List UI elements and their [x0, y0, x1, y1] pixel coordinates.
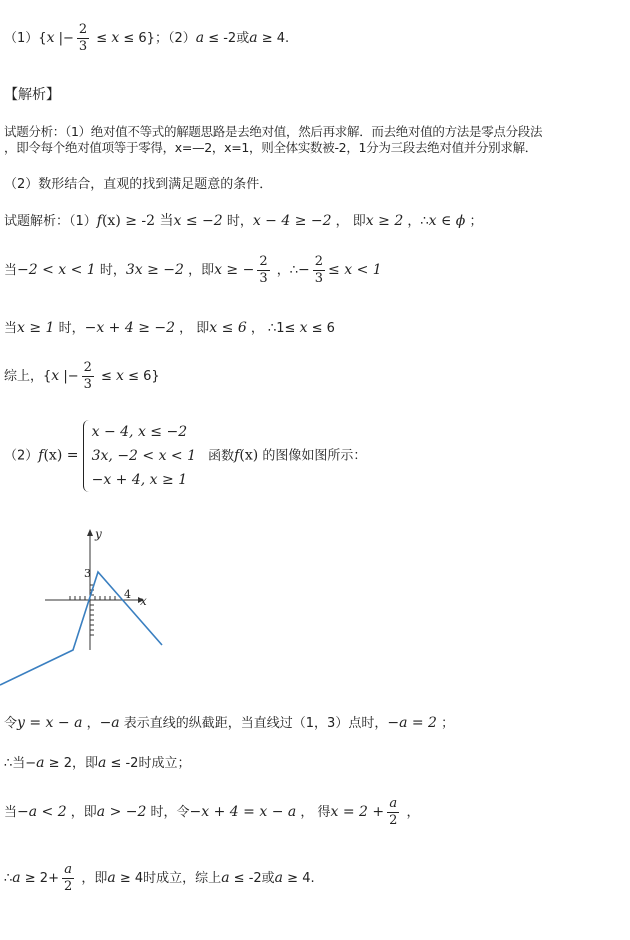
therefore: ∴ [4, 871, 13, 886]
text: ≥ 2+ [20, 871, 59, 886]
frac-den: 3 [314, 271, 324, 286]
text: 综上，{ [4, 369, 52, 384]
text: ， 即 [331, 214, 366, 229]
label-three: 3 [84, 567, 91, 580]
inequality: x − 4 ≥ −2 [252, 213, 332, 229]
var-x: x [46, 30, 55, 46]
var-a: a [274, 870, 284, 886]
var-a: a [195, 30, 205, 46]
frac-num: 2 [259, 254, 268, 269]
text: ，即 [66, 805, 97, 820]
text: ∴当− [4, 756, 37, 771]
text: ≥ 4. [283, 871, 315, 886]
var-a: a [97, 755, 107, 771]
part-2-intro: （2）数形结合，直观的找到满足题意的条件． [4, 177, 273, 192]
var-a: a [12, 870, 21, 886]
text: ≤ -2或 [229, 871, 275, 886]
case-2: 3x, −2 < x < 1 [91, 448, 197, 464]
case-b-line [4, 796, 420, 829]
var-a: a [107, 870, 116, 886]
var-a: a [221, 870, 230, 886]
y-axis-label: y [95, 527, 102, 541]
x-ticks [70, 596, 115, 600]
frac-den: 3 [78, 39, 88, 54]
text: ，∴ [403, 214, 429, 229]
function-graph [0, 520, 200, 695]
set-bar: |− [54, 31, 74, 46]
fraction-two-thirds [313, 254, 325, 287]
text: 时， [95, 263, 126, 278]
set-brace: { [38, 31, 47, 46]
equation: y = x − a [17, 715, 83, 731]
le-neg-two: ≤ -2或 [204, 31, 250, 46]
section-heading: 【解析】 [4, 87, 60, 103]
var-x: x [111, 30, 120, 46]
frac-num: 2 [314, 254, 324, 269]
ge-four: ≥ 4. [257, 31, 290, 46]
function-curve [0, 572, 162, 685]
frac-num: 2 [83, 360, 92, 375]
solution-label: 试题解析：（1） [4, 214, 97, 229]
text: ， ∴1≤ [246, 321, 300, 336]
text: ，∴ [272, 263, 299, 278]
text: ，即 [183, 263, 215, 278]
frac-num: a [62, 862, 74, 879]
y-axis-arrow [87, 529, 93, 536]
equation: x = 2 + [330, 804, 385, 820]
inequality: 3x ≥ −2 [125, 262, 184, 278]
equation: −x + 4 = x − a [189, 804, 297, 820]
text: ； [465, 214, 483, 229]
text: ， [82, 716, 100, 731]
expr: (x) [239, 447, 259, 464]
var-x: x [299, 320, 308, 336]
frac-den: 2 [389, 813, 398, 828]
le-six: ≤ 6} [119, 31, 155, 46]
text: ， 即 [175, 321, 210, 336]
text: 当 [4, 263, 18, 278]
le-sign: ≤ [96, 369, 117, 384]
part-2-marker: ；（2） [154, 31, 196, 46]
text: 函数 [208, 448, 235, 464]
inequality: a > −2 [96, 804, 147, 820]
func-f: f [234, 447, 240, 464]
condition: x ≥ 1 [17, 320, 55, 336]
text: 表示直线的纵截距，当直线过（1，3）点时， [119, 716, 388, 731]
frac-den: 3 [83, 377, 92, 392]
var-x: x [51, 368, 60, 384]
equation: −a = 2 [387, 715, 437, 731]
frac-num: 2 [78, 22, 88, 37]
expr: (x) ≥ -2 当 [101, 213, 174, 229]
case-1: x − 4, x ≤ −2 [91, 424, 188, 440]
inequality: x ≥ 2 [365, 213, 404, 229]
solution-line-3 [4, 317, 335, 336]
condition: −2 < x < 1 [17, 262, 96, 278]
fraction-two-thirds [77, 22, 89, 55]
minus: − [298, 262, 310, 278]
piecewise-definition [4, 420, 366, 492]
func-f: f [38, 447, 44, 464]
frac-den: 3 [259, 271, 268, 286]
fraction-two-thirds [257, 254, 269, 287]
label-four: 4 [124, 588, 131, 601]
text: ，即 [77, 871, 108, 886]
text: 时，令 [146, 805, 190, 820]
func-f: f [96, 213, 102, 229]
empty-set: x ∈ ϕ [428, 213, 466, 229]
text: 时， [54, 321, 85, 336]
text: ； [436, 716, 455, 731]
fraction-a-over-two [387, 796, 399, 829]
text: ， [402, 805, 420, 820]
inequality: ≤ x < 1 [328, 262, 382, 278]
expr: −a [99, 715, 120, 731]
text: 当 [4, 805, 18, 820]
x-axis-label: x [140, 594, 147, 608]
inequality: −a < 2 [17, 804, 67, 820]
analysis-line-2: ，即令每个绝对值项等于零得，x=—2，x=1，则全体实数被-2，1分为三段去绝对值并分别求解． [4, 140, 537, 155]
solution-line-2 [4, 254, 382, 287]
text: ， 得 [296, 805, 331, 820]
text: 时， [222, 214, 253, 229]
text: ≤ -2时成立； [106, 756, 191, 771]
answer-line [4, 22, 289, 55]
solution-summary [4, 360, 160, 393]
case-3: −x + 4, x ≥ 1 [91, 472, 188, 488]
expr: (x) = [43, 447, 79, 464]
frac-num: a [387, 796, 399, 813]
var-x: x [116, 368, 124, 384]
fraction-two-thirds [82, 360, 94, 393]
le-sign: ≤ [92, 31, 112, 46]
text: 当 [4, 321, 18, 336]
var-a: a [249, 30, 258, 46]
solution-line-1 [4, 210, 482, 230]
piecewise-cases [83, 420, 196, 492]
set-bar: |− [59, 369, 79, 384]
conclusion-line [4, 862, 315, 895]
part-2-marker: （2） [4, 448, 39, 464]
part-1-marker: （1） [4, 31, 39, 46]
text: ≥ 4时成立，综上 [115, 871, 222, 886]
text: ≥ 2，即 [44, 756, 98, 771]
var-a: a [36, 755, 45, 771]
frac-den: 2 [63, 879, 73, 894]
inequality: x ≥ − [214, 262, 255, 278]
case-a-line [4, 752, 190, 771]
condition: x ≤ −2 [173, 213, 223, 229]
inequality: x ≤ 6 [209, 320, 247, 336]
text: 令 [4, 716, 18, 731]
fraction-a-over-two [62, 862, 74, 895]
text: ≤ 6} [123, 369, 160, 384]
intercept-line [4, 712, 454, 731]
analysis-line-1: 试题分析：（1）绝对值不等式的解题思路是去绝对值，然后再求解．而去绝对值的方法是零点分段法 [4, 124, 543, 139]
text: ≤ 6 [307, 321, 335, 336]
text: 的图像如图所示： [258, 448, 367, 464]
inequality: −x + 4 ≥ −2 [84, 320, 176, 336]
